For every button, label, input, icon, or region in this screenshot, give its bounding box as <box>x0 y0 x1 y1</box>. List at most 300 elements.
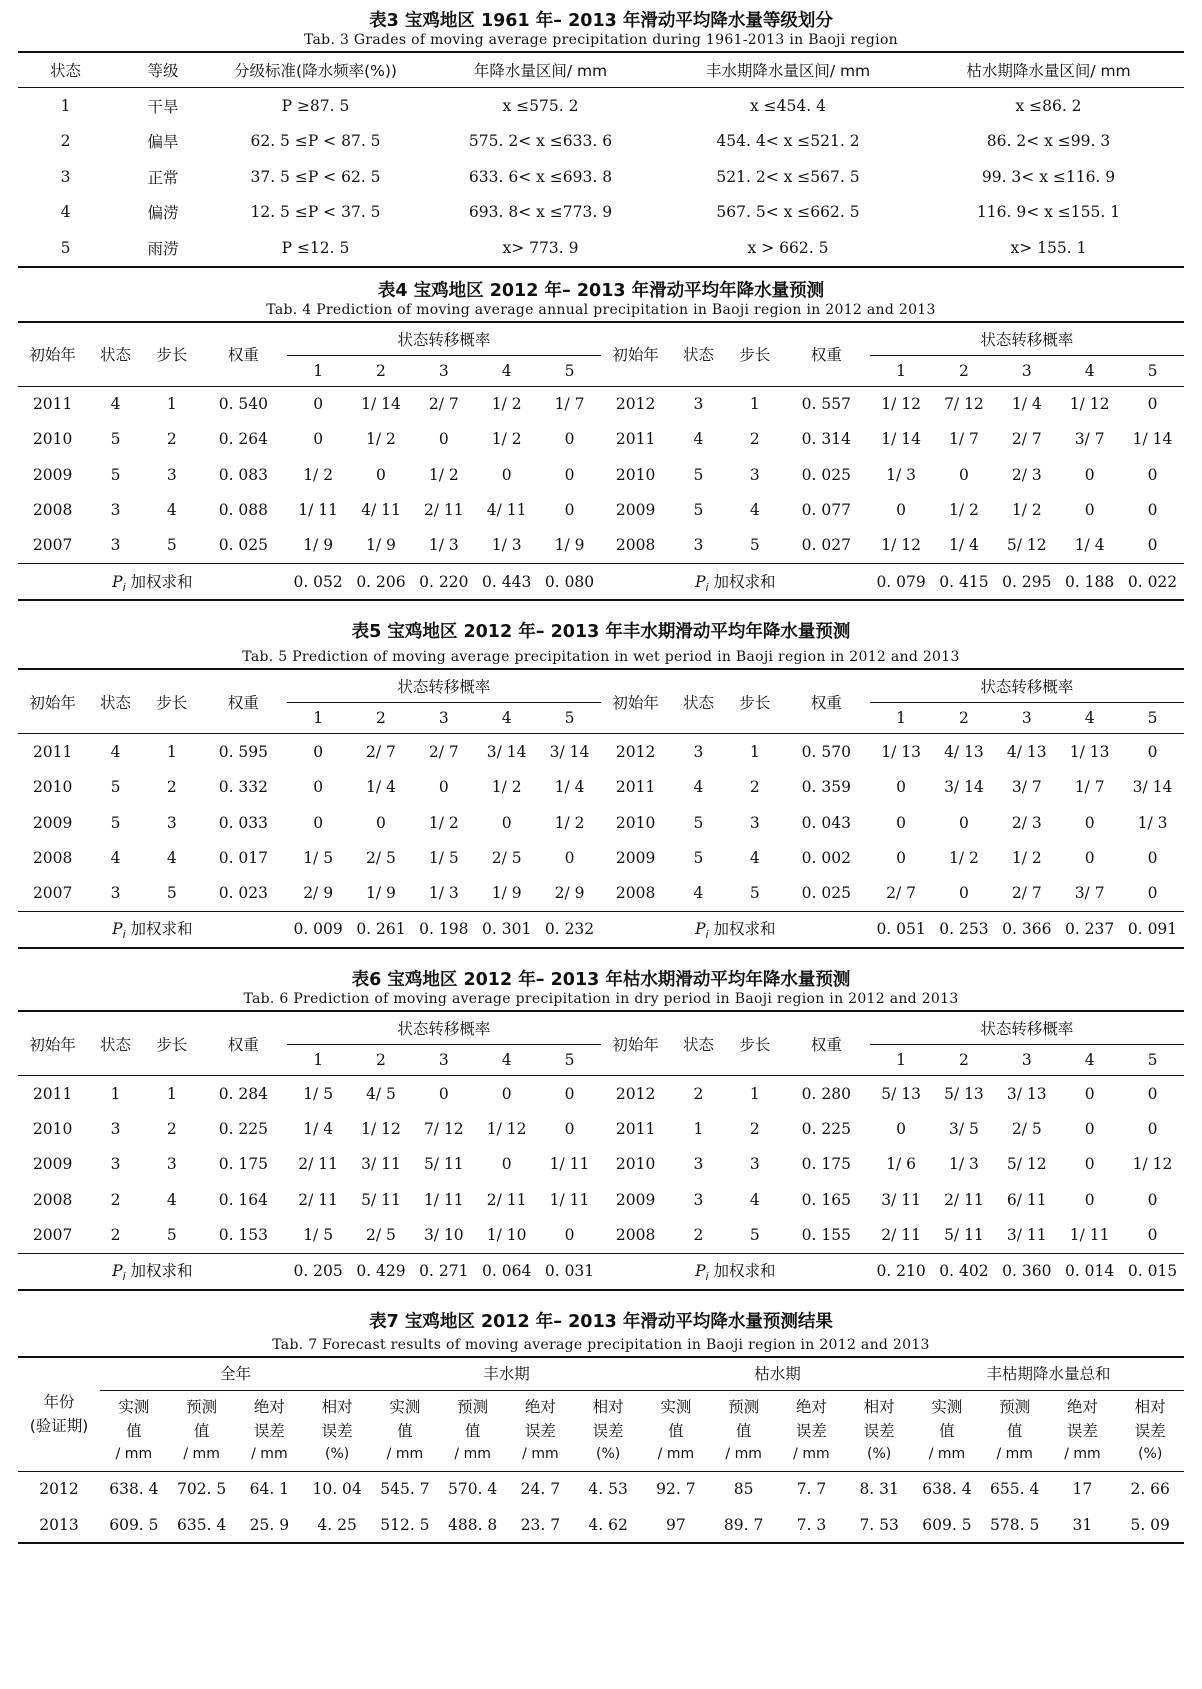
table5-cell: 1/ 4 <box>366 778 396 797</box>
table4-cell: 0 <box>376 465 386 484</box>
table5-header-weight: 权重 <box>783 669 870 734</box>
table-3-cell: 37. 5 ≤P < 62. 5 <box>250 167 381 186</box>
table4-cell: 2 <box>166 430 177 449</box>
pi-symbol: P <box>112 1262 123 1281</box>
table4-sum-label <box>18 563 287 600</box>
table5-cell: 0. 017 <box>218 848 269 867</box>
table5-cell: 2/ 7 <box>428 742 459 761</box>
table5-cell: 5 <box>166 884 177 903</box>
table-7-cell: 512. 5 <box>380 1515 430 1534</box>
table-3-cell: 2 <box>60 132 71 151</box>
subheader-line: / mm <box>454 1445 491 1462</box>
table4-cell: 4 <box>693 430 704 449</box>
table4-cell: 1/ 12 <box>1069 395 1110 414</box>
table-row <box>18 528 1184 564</box>
sum-label-text: 加权求和 <box>708 1262 776 1281</box>
table5-cell: 1/ 7 <box>1074 778 1105 797</box>
table6-cell: 0 <box>564 1084 575 1103</box>
table-row <box>18 1507 1184 1543</box>
table6-sum-value: 0. 402 <box>933 1253 996 1290</box>
table-7-cell: 31 <box>1072 1515 1093 1534</box>
table4-cell: 2008 <box>615 536 656 555</box>
sum-label-text: 加权求和 <box>708 572 776 591</box>
table6-cell: 2009 <box>32 1155 73 1174</box>
table-3-header-2: 等级 <box>113 52 213 88</box>
table-3-cell: 99. 3< x ≤116. 9 <box>981 167 1116 186</box>
table5-cell: 0 <box>313 742 324 761</box>
subheader-line: 值 <box>397 1421 413 1440</box>
table4-cell: 2010 <box>615 465 656 484</box>
table5-cell: 2007 <box>32 884 73 903</box>
table6-cell: 2/ 11 <box>298 1190 338 1209</box>
table5-cell: 2/ 9 <box>554 884 585 903</box>
table4-cell: 0 <box>438 430 449 449</box>
table4-cell: 2010 <box>32 430 73 449</box>
table5-header-prob: 状态转移概率 <box>870 669 1184 703</box>
table6-cell: 3 <box>749 1155 760 1174</box>
table6-cell: 0 <box>1084 1190 1095 1209</box>
table4-header-step: 步长 <box>144 322 200 387</box>
table-3 <box>18 51 1184 268</box>
sum-label-text: 加权求和 <box>708 920 776 939</box>
table-5-caption-cn: 表5 宝鸡地区 2012 年– 2013 年丰水期滑动平均年降水量预测 <box>351 622 851 643</box>
pi-subscript: i <box>705 928 709 942</box>
table5-cell: 5 <box>749 884 760 903</box>
table4-header-state-col: 3 <box>412 355 475 386</box>
table5-cell: 1/ 2 <box>1011 848 1042 867</box>
table-7-header-row-1 <box>18 1357 1184 1391</box>
table-7-cell: 23. 7 <box>520 1515 561 1534</box>
subheader-line: / mm <box>657 1445 695 1462</box>
table6-cell: 0. 164 <box>218 1190 269 1209</box>
table5-header-weight: 权重 <box>200 669 287 734</box>
table-7-cell: 609. 5 <box>922 1515 972 1534</box>
table6-header-prob: 状态转移概率 <box>870 1011 1184 1045</box>
table4-cell: 1 <box>166 395 177 414</box>
table6-header-state-col: 3 <box>412 1045 475 1076</box>
table5-cell: 2/ 7 <box>366 742 396 761</box>
table-6-block <box>18 969 1184 1291</box>
subheader-line: 值 <box>464 1421 481 1440</box>
table4-cell: 1/ 9 <box>554 536 585 555</box>
table6-cell: 1/ 10 <box>486 1225 527 1244</box>
table5-cell: 0. 002 <box>801 848 851 867</box>
table6-cell: 3/ 13 <box>1006 1084 1047 1103</box>
table5-cell: 3/ 14 <box>1132 778 1173 797</box>
table5-cell: 4 <box>749 848 760 867</box>
subheader-line: 绝对 <box>795 1397 827 1416</box>
table4-cell: 5 <box>693 501 704 520</box>
table-3-cell: 62. 5 ≤P < 87. 5 <box>250 132 381 151</box>
table5-cell: 0 <box>1084 848 1095 867</box>
table5-sum-value: 0. 261 <box>350 911 413 948</box>
table6-cell: 3/ 10 <box>423 1225 464 1244</box>
table5-header-state: 状态 <box>87 669 143 734</box>
table5-cell: 4 <box>166 848 177 867</box>
table-7-subheader <box>371 1390 439 1471</box>
table6-cell: 2 <box>749 1120 760 1138</box>
table-3-cell: P ≥87. 5 <box>281 96 350 115</box>
table-3-cell: 693. 8< x ≤773. 9 <box>468 203 613 222</box>
table6-header-state-col: 2 <box>350 1045 413 1076</box>
table6-cell: 1 <box>110 1084 121 1103</box>
subheader-line: / mm <box>115 1445 153 1462</box>
table6-sum-label <box>601 1253 870 1290</box>
table6-cell: 2010 <box>32 1120 73 1138</box>
table6-cell: 0 <box>1147 1084 1158 1103</box>
table-7-cell: 488. 8 <box>447 1515 498 1534</box>
table-7-cell: 25. 9 <box>249 1515 290 1534</box>
table6-cell: 1/ 3 <box>949 1155 979 1174</box>
subheader-line: 误差 <box>321 1421 353 1440</box>
table4-header-state: 状态 <box>670 322 726 387</box>
table4-cell: 4/ 11 <box>361 501 401 520</box>
subheader-line: 值 <box>1006 1421 1023 1440</box>
table5-cell: 1/ 2 <box>428 813 459 832</box>
table-3-cell: 正常 <box>147 168 179 187</box>
table4-cell: 5 <box>693 465 704 484</box>
table5-header-state-col: 2 <box>350 703 413 734</box>
table4-cell: 0 <box>1084 501 1095 520</box>
table5-header-row-1 <box>18 669 1184 703</box>
subheader-line: 误差 <box>1066 1421 1098 1440</box>
table6-cell: 1/ 5 <box>303 1225 334 1244</box>
table6-cell: 5/ 11 <box>944 1225 984 1244</box>
table6-cell: 4 <box>749 1190 760 1209</box>
table5-cell: 4 <box>693 778 704 797</box>
table6-cell: 2 <box>693 1225 704 1244</box>
table6-cell: 1 <box>166 1084 177 1103</box>
table-7-cell: 24. 7 <box>520 1480 561 1499</box>
subheader-line: 预测 <box>457 1397 489 1416</box>
table5-cell: 1 <box>166 742 177 761</box>
table4-header-year: 初始年 <box>18 322 87 387</box>
table4-cell: 0 <box>896 501 907 520</box>
table4-sum-value: 0. 443 <box>475 563 538 600</box>
subheader-line: / mm <box>725 1445 762 1462</box>
table5-cell: 4/ 13 <box>1006 742 1047 761</box>
table4-cell: 2/ 11 <box>423 501 464 520</box>
table4-cell: 1/ 2 <box>491 430 522 449</box>
table6-cell: 2 <box>166 1120 177 1138</box>
table6-cell: 1/ 11 <box>423 1190 464 1209</box>
table-3-cell: 633. 6< x ≤693. 8 <box>468 167 613 186</box>
table-3-cell: x ≤575. 2 <box>502 96 579 115</box>
table6-cell: 0 <box>501 1155 512 1174</box>
table-7-cell: 7. 3 <box>796 1515 827 1534</box>
table5-header-state-col: 3 <box>412 703 475 734</box>
table4-sum-value: 0. 220 <box>412 563 475 600</box>
table4-cell: 1/ 3 <box>428 536 459 555</box>
table6-cell: 5/ 13 <box>944 1084 984 1103</box>
year-sub-label: (验证期) <box>29 1417 89 1436</box>
table6-cell: 0. 225 <box>218 1120 269 1138</box>
table6-sum-value: 0. 271 <box>412 1253 475 1290</box>
table5-cell: 0 <box>313 813 324 832</box>
table5-cell: 2/ 7 <box>886 884 917 903</box>
table6-cell: 0. 153 <box>218 1225 269 1244</box>
table6-cell: 3/ 11 <box>361 1155 401 1174</box>
table-3-cell: 116. 9< x ≤155. 1 <box>976 203 1121 222</box>
table6-cell: 2/ 5 <box>366 1225 396 1244</box>
table5-sum-value: 0. 366 <box>995 911 1058 948</box>
table-3-cell: 雨涝 <box>147 239 179 258</box>
table6-cell: 3 <box>110 1120 121 1138</box>
table4-cell: 1/ 3 <box>491 536 522 555</box>
table5-cell: 5 <box>110 813 121 832</box>
table6-header-state-col: 5 <box>538 1045 601 1076</box>
table6-sum-value: 0. 210 <box>870 1253 933 1290</box>
table5-cell: 2009 <box>615 848 656 867</box>
table-7-subheader <box>845 1390 913 1471</box>
table-row <box>18 422 1184 457</box>
table-3-caption-cn: 表3 宝鸡地区 1961 年– 2013 年滑动平均降水量等级划分 <box>369 11 833 31</box>
table-3-cell: 偏旱 <box>147 133 179 152</box>
subheader-line: 误差 <box>592 1421 624 1440</box>
table-7-group-1: 全年 <box>100 1357 371 1391</box>
subheader-line: 相对 <box>1134 1397 1166 1416</box>
table-3-cell: 偏涝 <box>147 204 179 223</box>
table4-cell: 2012 <box>615 395 656 414</box>
table4-sum-value: 0. 188 <box>1058 563 1121 600</box>
table-7-subheader <box>1116 1390 1184 1471</box>
table5-sum-value: 0. 253 <box>933 911 996 948</box>
table-row <box>18 875 1184 911</box>
table-3-header-row <box>18 52 1184 88</box>
subheader-line: / mm <box>1064 1445 1101 1462</box>
table6-header-state-col: 4 <box>1058 1045 1121 1076</box>
subheader-line: 值 <box>193 1421 210 1440</box>
table-7-group-3: 枯水期 <box>642 1357 913 1391</box>
table4-cell: 2 <box>749 430 760 449</box>
table5-cell: 2/ 5 <box>366 848 396 867</box>
table-7-subheader <box>100 1390 168 1471</box>
table-7-subheader <box>236 1390 304 1471</box>
table6-cell: 2011 <box>32 1084 73 1103</box>
table-7-cell: 702. 5 <box>176 1480 227 1499</box>
table-3-header-3: 分级标准(降水频率(%)) <box>213 52 418 88</box>
table4-cell: 0 <box>564 430 575 449</box>
table-7-cell: 655. 4 <box>990 1480 1040 1499</box>
table5-cell: 1/ 3 <box>1137 813 1168 832</box>
table5-cell: 2 <box>749 778 760 797</box>
table5-cell: 2012 <box>615 742 656 761</box>
table5-sum-value: 0. 237 <box>1058 911 1121 948</box>
table-3-cell: x ≤86. 2 <box>1015 96 1082 115</box>
table4-header-weight: 权重 <box>200 322 287 387</box>
table4-cell: 1/ 4 <box>949 536 979 555</box>
table-row <box>18 88 1184 124</box>
table5-cell: 4 <box>693 884 704 903</box>
table6-cell: 1 <box>749 1084 760 1103</box>
table4-cell: 1/ 14 <box>361 395 401 414</box>
table-3-cell: 3 <box>60 167 71 186</box>
table5-cell: 0. 570 <box>801 742 851 761</box>
sum-label-text: 加权求和 <box>125 572 193 591</box>
table5-cell: 2/ 7 <box>1011 884 1042 903</box>
table6-header-state-col: 5 <box>1121 1045 1184 1076</box>
table5-cell: 1/ 13 <box>1069 742 1110 761</box>
table5-cell: 2011 <box>32 742 73 761</box>
table5-cell: 1/ 3 <box>428 884 459 903</box>
pi-subscript: i <box>705 580 709 594</box>
table5-sum-value: 0. 009 <box>287 911 350 948</box>
table4-header-state: 状态 <box>87 322 143 387</box>
table-3-cell: P ≤12. 5 <box>281 238 350 257</box>
table-3-cell: 521. 2< x ≤567. 5 <box>716 167 860 186</box>
table-5-caption-en: Tab. 5 Prediction of moving average precipitation in wet period in Baoji region in 2012 and 2013 <box>242 649 960 666</box>
table-7-cell: 4. 25 <box>317 1515 357 1534</box>
page <box>18 0 1184 1544</box>
table5-header-state-col: 2 <box>933 703 996 734</box>
table4-cell: 0. 077 <box>801 501 851 520</box>
table6-cell: 7/ 12 <box>423 1120 464 1138</box>
subheader-line: (%) <box>325 1445 350 1462</box>
subheader-line: / mm <box>928 1445 966 1462</box>
table6-cell: 3 <box>166 1155 177 1174</box>
table6-cell: 0 <box>564 1225 575 1244</box>
table6-cell: 1/ 6 <box>886 1155 917 1174</box>
table4-sum-row <box>18 563 1184 600</box>
table4-header-state-col: 4 <box>1058 355 1121 386</box>
table-row <box>18 124 1184 160</box>
table6-cell: 5/ 13 <box>881 1084 921 1103</box>
subheader-line: 预测 <box>186 1397 218 1416</box>
table6-cell: 1/ 4 <box>303 1120 334 1138</box>
table6-cell: 6/ 11 <box>1006 1190 1047 1209</box>
table4-sum-value: 0. 206 <box>350 563 413 600</box>
table6-cell: 5/ 11 <box>423 1155 464 1174</box>
table6-cell: 2/ 11 <box>486 1190 527 1209</box>
table-7-cell: 97 <box>666 1515 686 1534</box>
table-row <box>18 1471 1184 1507</box>
subheader-line: 实测 <box>660 1397 692 1416</box>
table4-cell: 0. 314 <box>801 430 851 449</box>
subheader-line: / mm <box>183 1445 220 1462</box>
table4-header-state-col: 4 <box>475 355 538 386</box>
table-3-cell: x > 662. 5 <box>747 238 829 257</box>
table4-cell: 1/ 2 <box>1011 501 1042 520</box>
table5-cell: 2009 <box>32 813 73 832</box>
table6-cell: 1/ 12 <box>361 1120 401 1138</box>
table-row <box>18 230 1184 267</box>
table4-cell: 2/ 7 <box>428 395 459 414</box>
table5-cell: 0 <box>1147 742 1158 761</box>
table6-sum-value: 0. 360 <box>995 1253 1058 1290</box>
table5-cell: 1/ 9 <box>366 884 396 903</box>
table4-cell: 0 <box>959 465 969 484</box>
table-7-cell: 4. 62 <box>588 1515 628 1534</box>
table4-cell: 0 <box>564 465 575 484</box>
table5-cell: 2/ 5 <box>491 848 522 867</box>
table4-cell: 0 <box>501 465 512 484</box>
table5-cell: 0 <box>959 813 969 832</box>
subheader-line: 实测 <box>931 1397 963 1416</box>
table4-cell: 0 <box>1147 536 1158 555</box>
subheader-line: 误差 <box>524 1421 556 1440</box>
table6-header-prob: 状态转移概率 <box>287 1011 601 1045</box>
table5-cell: 1/ 2 <box>554 813 585 832</box>
table4-cell: 0. 025 <box>801 465 851 484</box>
table-7-subheader <box>439 1390 507 1471</box>
table-7-cell: 92. 7 <box>656 1480 696 1499</box>
table5-header-prob: 状态转移概率 <box>287 669 601 703</box>
table4-cell: 1/ 9 <box>303 536 334 555</box>
table-3-cell: 1 <box>60 96 71 115</box>
table4-cell: 1/ 14 <box>881 430 921 449</box>
table4-cell: 1/ 4 <box>1074 536 1105 555</box>
pi-symbol: P <box>112 572 123 591</box>
table-3-header-4: 年降水量区间/ mm <box>418 52 663 88</box>
table5-cell: 1/ 4 <box>554 778 585 797</box>
table-3-cell: 12. 5 ≤P < 37. 5 <box>250 203 381 222</box>
table6-cell: 0 <box>1084 1155 1095 1174</box>
table5-header-state-col: 1 <box>870 703 933 734</box>
table-7-cell: 5. 09 <box>1130 1515 1170 1534</box>
table-7-subheader <box>642 1390 710 1471</box>
table-7-subheader <box>303 1390 371 1471</box>
table5-cell: 3/ 7 <box>1011 778 1042 797</box>
table4-header-year: 初始年 <box>601 322 670 387</box>
table5-cell: 0 <box>1084 813 1095 832</box>
table4-header-state-col: 2 <box>933 355 996 386</box>
table5-sum-label <box>601 911 870 948</box>
table4-cell: 1/ 12 <box>881 395 921 414</box>
table4-cell: 0 <box>1147 395 1158 414</box>
subheader-line: 相对 <box>592 1397 624 1416</box>
table6-header-row-1 <box>18 1011 1184 1045</box>
table4-cell: 3 <box>693 395 704 414</box>
table5-cell: 4/ 13 <box>944 742 984 761</box>
table4-cell: 3 <box>110 501 121 520</box>
table6-cell: 4/ 5 <box>366 1084 396 1103</box>
table5-cell: 1/ 2 <box>949 848 979 867</box>
table6-cell: 1/ 11 <box>1069 1225 1110 1244</box>
table5-sum-value: 0. 232 <box>538 911 601 948</box>
table-7-cell: 4. 53 <box>588 1480 628 1499</box>
table6-cell: 1/ 11 <box>549 1155 590 1174</box>
table-7-cell: 609. 5 <box>109 1515 159 1534</box>
table6-cell: 2009 <box>615 1190 656 1209</box>
table-row <box>18 195 1184 231</box>
table4-cell: 3 <box>110 536 121 555</box>
table6-cell: 0. 225 <box>801 1120 851 1138</box>
table5-sum-value: 0. 198 <box>412 911 475 948</box>
table5-cell: 0 <box>564 848 575 867</box>
subheader-line: 绝对 <box>524 1397 556 1416</box>
table4-cell: 0. 083 <box>218 465 269 484</box>
table4-cell: 3 <box>749 465 760 484</box>
table-row <box>18 386 1184 422</box>
table4-cell: 5/ 12 <box>1006 536 1047 555</box>
table-7-cell: 85 <box>733 1480 754 1499</box>
pi-symbol: P <box>112 920 123 939</box>
table4-header-state-col: 5 <box>538 355 601 386</box>
table-4-block <box>18 280 1184 602</box>
table5-cell: 5 <box>693 813 704 832</box>
table4-sum-value: 0. 295 <box>995 563 1058 600</box>
table4-cell: 5 <box>166 536 177 555</box>
table-7-group-4: 丰枯期降水量总和 <box>913 1357 1184 1391</box>
subheader-line: 误差 <box>863 1421 895 1440</box>
subheader-line: 值 <box>126 1421 142 1440</box>
table-7-cell: 638. 4 <box>922 1480 972 1499</box>
table6-cell: 0 <box>1084 1084 1095 1103</box>
table-7-subheader <box>507 1390 575 1471</box>
table6-cell: 2008 <box>32 1190 73 1209</box>
table4-header-prob: 状态转移概率 <box>287 322 601 356</box>
table4-cell: 2011 <box>615 430 656 449</box>
